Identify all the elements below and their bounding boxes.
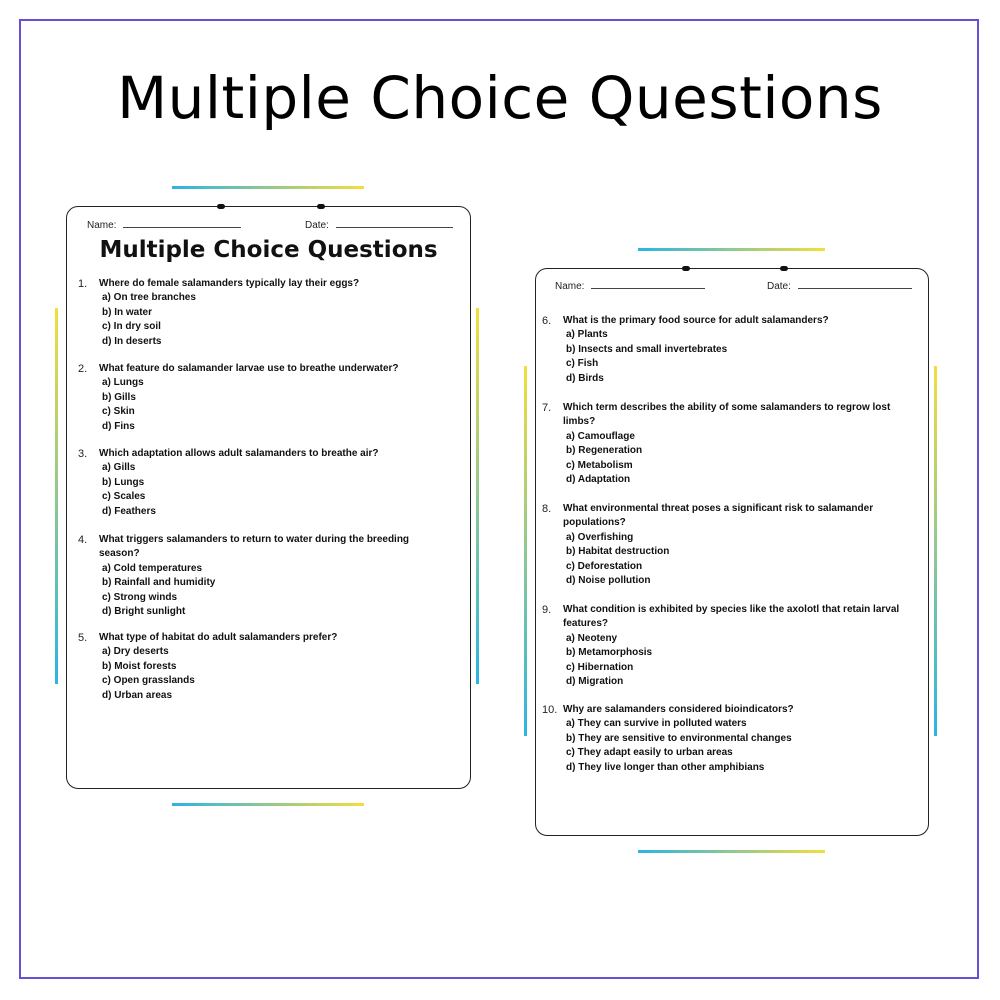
worksheet-title: Multiple Choice Questions (99, 237, 438, 263)
question-text: What triggers salamanders to return to water during the breeding season? (99, 534, 410, 560)
question-text: What is the primary food source for adult salamanders? (563, 315, 829, 326)
question-text: What type of habitat do adult salamanders prefer? (99, 632, 338, 643)
question-number: 4. (78, 534, 88, 546)
answer-option: c) In dry soil (102, 321, 161, 333)
question-text: What condition is exhibited by species like the axolotl that retain larval features? (563, 604, 900, 630)
answer-option: d) Urban areas (102, 689, 173, 701)
date-label: Date: (305, 220, 329, 231)
answer-option: d) Birds (566, 372, 604, 384)
question-item (78, 533, 448, 619)
date-line (336, 217, 453, 228)
worksheet-page-1 (66, 206, 471, 789)
question-item (78, 277, 448, 349)
decor-bar-side-right-2 (934, 366, 937, 736)
question-number: 2. (78, 363, 88, 375)
question-item (78, 362, 448, 434)
answer-option: d) They live longer than other amphibians (566, 761, 765, 773)
decor-bar-top-left (172, 186, 364, 189)
binder-clip-icon (780, 266, 788, 271)
question-item (542, 502, 920, 588)
answer-option: b) Insects and small invertebrates (566, 343, 728, 355)
name-label: Name: (555, 281, 585, 292)
answer-option: b) Habitat destruction (566, 546, 670, 558)
question-number: 9. (542, 604, 552, 616)
answer-option: a) Lungs (102, 377, 144, 389)
question-number: 10. (542, 704, 558, 716)
answer-option: c) Scales (102, 491, 146, 503)
decor-bar-bottom-right (638, 850, 825, 853)
binder-clip-icon (682, 266, 690, 271)
answer-option: d) Migration (566, 676, 624, 688)
answer-option: c) They adapt easily to urban areas (566, 747, 733, 759)
question-text: What environmental threat poses a significant risk to salamander populations? (563, 503, 874, 529)
answer-option: b) Lungs (102, 476, 145, 488)
question-item (542, 401, 920, 487)
answer-option: b) They are sensitive to environmental changes (566, 732, 792, 744)
question-number: 5. (78, 632, 88, 644)
question-item (542, 314, 920, 386)
name-field (87, 217, 241, 231)
name-line (591, 278, 705, 289)
question-text: What feature do salamander larvae use to breathe underwater? (99, 363, 399, 374)
date-field (305, 217, 453, 231)
answer-option: a) Gills (102, 462, 136, 474)
worksheet-page-2 (535, 268, 929, 836)
answer-option: d) Fins (102, 420, 135, 432)
name-line (123, 217, 241, 228)
answer-option: b) Rainfall and humidity (102, 577, 216, 589)
answer-option: c) Metabolism (566, 459, 633, 471)
question-number: 7. (542, 402, 552, 414)
answer-option: a) Cold temperatures (102, 562, 203, 574)
decor-bar-side-left-2 (476, 308, 479, 684)
date-label: Date: (767, 281, 791, 292)
binder-clip-icon (317, 204, 325, 209)
question-text: Which term describes the ability of some salamanders to regrow lost limbs? (563, 402, 891, 428)
answer-option: a) Neoteny (566, 632, 618, 644)
answer-option: d) Feathers (102, 505, 156, 517)
answer-option: c) Skin (102, 406, 135, 418)
answer-option: c) Hibernation (566, 661, 634, 673)
answer-option: c) Open grasslands (102, 675, 195, 687)
question-text: Which adaptation allows adult salamanders to breathe air? (99, 448, 379, 459)
answer-option: c) Fish (566, 358, 599, 370)
answer-option: b) Regeneration (566, 445, 643, 457)
question-item (78, 631, 448, 703)
decor-bar-side-left-1 (55, 308, 58, 684)
answer-option: a) Dry deserts (102, 646, 169, 658)
question-number: 3. (78, 448, 88, 460)
answer-option: c) Strong winds (102, 591, 177, 603)
answer-option: d) Adaptation (566, 474, 631, 486)
binder-clip-icon (217, 204, 225, 209)
question-item (542, 703, 920, 775)
question-number: 6. (542, 315, 552, 327)
answer-option: d) Bright sunlight (102, 606, 186, 618)
date-line (798, 278, 912, 289)
answer-option: c) Deforestation (566, 560, 643, 572)
answer-option: a) They can survive in polluted waters (566, 718, 747, 730)
question-item (542, 603, 920, 689)
answer-option: d) Noise pollution (566, 575, 651, 587)
date-field (767, 278, 912, 292)
answer-option: a) Overfishing (566, 531, 634, 543)
question-number: 1. (78, 278, 88, 290)
question-item (78, 447, 448, 519)
answer-option: b) Moist forests (102, 660, 177, 672)
answer-option: a) Camouflage (566, 430, 635, 442)
question-number: 8. (542, 503, 552, 515)
decor-bar-top-right (638, 248, 825, 251)
question-text: Why are salamanders considered bioindicators? (563, 704, 794, 715)
decor-bar-bottom-left (172, 803, 364, 806)
answer-option: b) Metamorphosis (566, 647, 653, 659)
answer-option: a) On tree branches (102, 292, 196, 304)
decor-bar-side-right-1 (524, 366, 527, 736)
name-label: Name: (87, 220, 117, 231)
name-field (555, 278, 705, 292)
question-text: Where do female salamanders typically lay their eggs? (99, 278, 360, 289)
answer-option: a) Plants (566, 329, 608, 341)
answer-option: d) In deserts (102, 335, 162, 347)
page-title: Multiple Choice Questions (117, 64, 883, 132)
answer-option: b) In water (102, 306, 153, 318)
answer-option: b) Gills (102, 391, 136, 403)
